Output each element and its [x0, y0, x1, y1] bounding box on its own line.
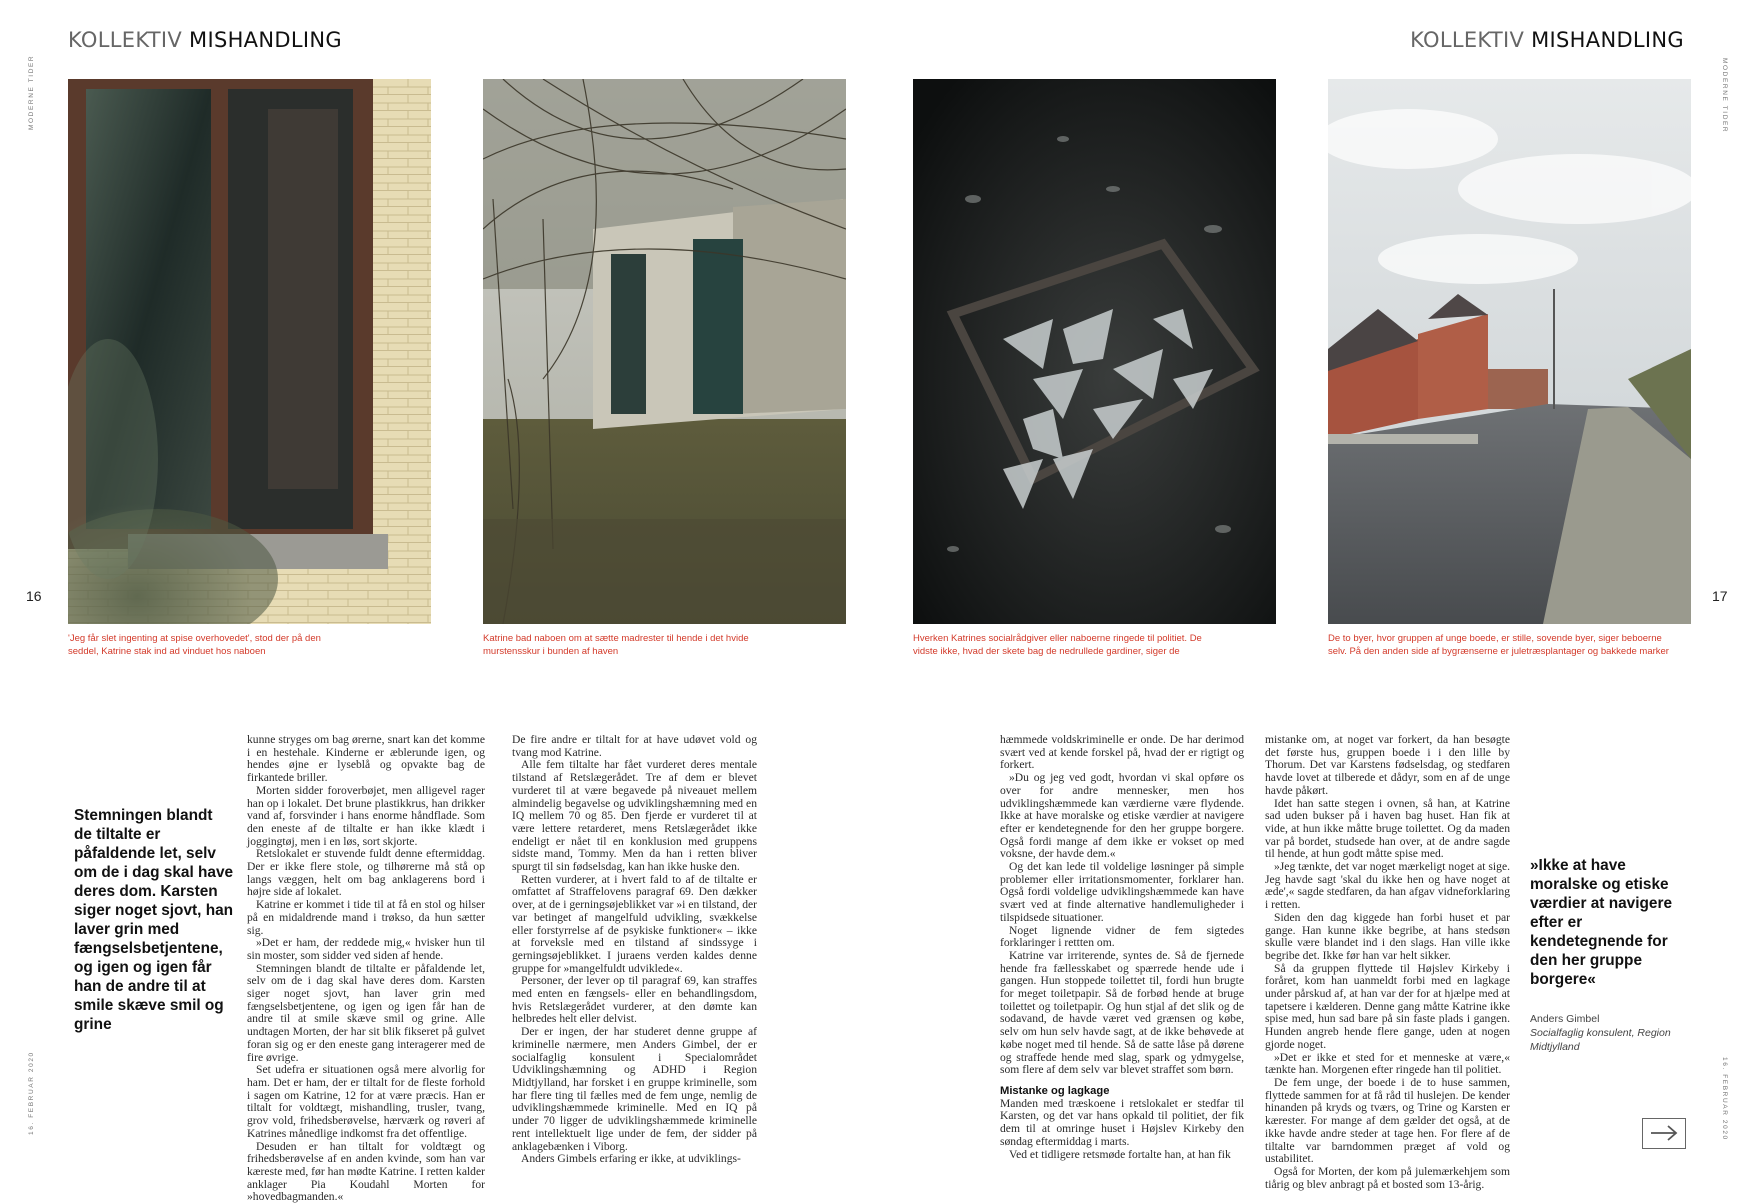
paragraph: »Jeg tænkte, det var noget mærkeligt noget at sige. Jeg havde sagt 'skal du ikke hen og have noget at æde',« sagde stedfaren, da han afgav vidneforklaring i retten.: [1265, 861, 1510, 912]
page-number-left: 16: [26, 588, 42, 604]
header-left: [68, 28, 342, 52]
issue-date-left: 16. FEBRUAR 2020: [28, 1051, 35, 1135]
photo-window: [68, 79, 431, 624]
photo-village-road-image: [1328, 79, 1691, 624]
article-column-4: [1265, 734, 1510, 1191]
paragraph: Idet han satte stegen i ovnen, så han, at Katrine sad uden bukser på i haven bag huset. Han fik at vide, at hun ikke måtte bruge toilettet. Og da maden var på bordet, studsede han over, at de andre sagde til hende, at hun godt måtte spise med.: [1265, 798, 1510, 862]
paragraph: Alle fem tiltalte har fået vurderet deres mentale tilstand af Retslægerådet. Tre af dem er blevet vurderet til at være begavede på niveauet mellem almindelig begavelse og udviklingshæmning med en IQ mellem 70 og 85. Den fjerde er vurderet til at være lettere retarderet, mens Retslægerådet ikke endeligt er nået til en konklusion med gruppens sidste mand, Tommy. Men da han i retten bliver spurgt til sin fødselsdag, kan han ikke huske den.: [512, 759, 757, 873]
arrow-right-icon: [1643, 1119, 1684, 1147]
paragraph: Ved et tidligere retsmøde fortalte han, at han fik: [1000, 1149, 1244, 1162]
header-right: [1410, 28, 1684, 52]
quote-byline: [1530, 1012, 1695, 1054]
pull-quote-right: »Ikke at have moralske og etiske værdier at navigere efter er kendetegnende for den her gruppe borgere«: [1530, 856, 1695, 989]
paragraph: Anders Gimbels erfaring er ikke, at udviklings-: [512, 1153, 757, 1166]
byline-role: Socialfaglig konsulent, Region Midtjylland: [1530, 1027, 1671, 1053]
paragraph: kunne stryges om bag ørerne, snart kan det komme i en hestehale. Kinderne er æblerunde igen, og hendes øjne er lyseblå og opvakte bag de firkantede briller.: [247, 734, 485, 785]
paragraph: Desuden er han tiltalt for voldtægt og frihedsberøvelse af en anden kvinde, som han var kæreste med, før han mødte Katrine. I retten kalder anklager Pia Koudahl Morten for »hovedbagmanden.«: [247, 1141, 485, 1204]
paragraph: Retten vurderer, at i hvert fald to af de tiltalte er omfattet af Straffelovens paragraf 69. Den dækker over, at de i gerningsøjeblikket var »i en tilstand, der var betinget af mangelfuld udvikling, svækkelse eller forstyrrelse af de psykiske funktioner« – ikke at forveksle med en tilstand af sindssyge i gerningsøjeblikket. I juraens verden kaldes denne gruppe for »mangelfuldt udviklede«.: [512, 874, 757, 976]
magazine-name-left: MODERNE TIDER: [28, 55, 35, 130]
photo-broken-mirror: [913, 79, 1276, 624]
paragraph: Der er ingen, der har studeret denne gruppe af kriminelle nærmere, men Anders Gimbel, der er socialfaglig konsulent i Specialområdet Udviklingshæmning og ADHD i Region Midtjylland, har forsket i en gruppe kriminelle, som har flere ting til fælles med de fem unge, nemlig de udviklingshæmmede kriminelle. Med en IQ på under 70 ligger de udviklingshæmmede kriminelle rent intellektuelt lige under de fem, der sidder på anklagebænken i Viborg.: [512, 1026, 757, 1153]
page-number-right: 17: [1712, 588, 1728, 604]
paragraph: Noget lignende vidner de fem sigtedes forklaringer i rettten om.: [1000, 925, 1244, 950]
subheading: Mistanke og lagkage: [1000, 1085, 1244, 1098]
article-column-1: [247, 734, 485, 1204]
next-page-button[interactable]: [1642, 1118, 1686, 1149]
paragraph: Retslokalet er stuvende fuldt denne eftermiddag. Der er ikke flere stole, og tilhørerne må stå op langs væggen, helt om bag anklagerens bord i højre side af lokalet.: [247, 848, 485, 899]
issue-date-right: 16. FEBRUAR 2020: [1721, 1057, 1728, 1141]
photo-window-image: [68, 79, 431, 624]
paragraph: Også for Morten, der kom på julemærkehjem som tiårig og blev anbragt på et bosted som 13-årig.: [1265, 1166, 1510, 1191]
paragraph: Morten sidder foroverbøjet, men alligevel rager han op i lokalet. Det brune plastikkrus, han drikker vand af, forsvinder i hans enorme håndflade. Som den eneste af de tiltalte er han ikke klædt i joggingtøj, men i en løs, sort skjorte.: [247, 785, 485, 849]
paragraph: Siden den dag kiggede han forbi huset et par gange. Han kunne ikke begribe, at hans stedsøn skulle være blandet ind i den slags. Han ville ikke begribe det. Ikke før han var helt sikker.: [1265, 912, 1510, 963]
byline-name: Anders Gimbel: [1530, 1012, 1695, 1026]
paragraph: Personer, der lever op til paragraf 69, kan straffes med enten en fængsels- eller en behandlingsdom, hvis Retslægerådet vurderer, at den dømte kan helbredes helt eller delvist.: [512, 975, 757, 1026]
photo-village-road: [1328, 79, 1691, 624]
paragraph: Katrine var irriterende, syntes de. Så de fjernede hende fra fællesskabet og spærrede hende ude i gangen. Hun stoppede toilettet til, fordi hun brugte for meget toiletpapir. Så de forbød hende at bruge toilettet og toiletpapir. Og hun stjal af det slik og de sodavand, de havde været ved grænsen og købe, selv om hun selv havde sagt, at de ikke behøvede at købe noget med til hende. Så de satte låse på dørene og straffede hende med slag, spark og ydmygelse, som flere af dem selv var blevet straffet som børn.: [1000, 950, 1244, 1077]
caption-photo-window: 'Jeg får slet ingenting at spise overhovedet', stod der på den seddel, Katrine stak ind ad vinduet hos naboen: [68, 632, 330, 658]
paragraph: Set udefra er situationen også mere alvorlig for ham. Det er ham, der er tiltalt for de fleste forhold i sagen om Katrine, 12 for at være præcis. Han er tiltalt for voldtægt, mishandling, trusler, tvang, grov vold, frihedsberøvelse, hærværk og røveri af Katrines månedlige indkomst fra det offentlige.: [247, 1064, 485, 1140]
paragraph: mistanke om, at noget var forkert, da han besøgte det første hus, gruppen boede i i den lille by Thorum. Det var Karstens fødselsdag, og stedfaren havde lovet at tilberede et dådyr, som en af de unge havde påkørt.: [1265, 734, 1510, 798]
header-left-prefix: KOLLEKTIV: [68, 28, 182, 52]
pull-quote-left: Stemningen blandt de tiltalte er påfaldende let, selv om de i dag skal have deres dom. Karsten siger noget sjovt, han laver grin med fængselsbetjentene, og igen og igen får han de andre til at smile skæve smil og grine: [74, 806, 234, 1034]
header-left-word: MISHANDLING: [189, 28, 342, 52]
caption-photo-shed: Katrine bad naboen om at sætte madrester til hende i det hvide murstensskur i bunden af haven: [483, 632, 753, 658]
paragraph: Katrine er kommet i tide til at få en stol og hilser på en midaldrende mand i trøkso, da hun sætter sig.: [247, 899, 485, 937]
header-right-word: MISHANDLING: [1531, 28, 1684, 52]
paragraph: De fire andre er tiltalt for at have udøvet vold og tvang mod Katrine.: [512, 734, 757, 759]
caption-photo-road: De to byer, hvor gruppen af unge boede, er stille, sovende byer, siger beboerne selv. På den anden side af bygrænserne er juletræsplantager og bakkede marker: [1328, 632, 1683, 658]
photo-broken-mirror-image: [913, 79, 1276, 624]
paragraph: Og det kan lede til voldelige løsninger på simple problemer eller irritationsmomenter, forklarer han. Også fordi voldelige udviklingshæmmede kan have svært ved at finde alternative handlemuligheder i tilspidsede situationer.: [1000, 861, 1244, 925]
magazine-name-right: MODERNE TIDER: [1721, 58, 1728, 133]
paragraph: Stemningen blandt de tiltalte er påfaldende let, selv om de i dag skal have deres dom. Karsten siger noget sjovt, han laver grin med fængselsbetjentene, og igen og igen får han de andre til at smile skæve smil og grine. Alle undtagen Morten, der har sit blik fikseret på gulvet foran sig og er den eneste gang interagerer med de fire øvrige.: [247, 963, 485, 1065]
paragraph: hæmmede voldskriminelle er onde. De har derimod svært ved at kende forskel på, hvad der er rigtigt og forkert.: [1000, 734, 1244, 772]
article-column-2: [512, 734, 757, 1166]
photo-shed: [483, 79, 846, 624]
paragraph: Manden med træskoene i retslokalet er stedfar til Karsten, og det var hans opkald til politiet, der fik dem til at omringe huset i Højslev Kirkeby den søndag eftermiddag i marts.: [1000, 1098, 1244, 1149]
paragraph: »Det er ham, der reddede mig,« hvisker hun til sin moster, som sidder ved siden af hende.: [247, 937, 485, 962]
header-right-prefix: KOLLEKTIV: [1410, 28, 1524, 52]
photo-shed-image: [483, 79, 846, 624]
paragraph: Så da gruppen flyttede til Højslev Kirkeby i foråret, kom han uanmeldt forbi med en lagkage under pårskud af, at han var der for at hjælpe med at tapetsere i kælderen. Denne gang måtte Katrine ikke spise med, hun sad bare på sin faste plads i gangen. Hunden angreb hende flere gange, uden at nogen gjorde noget.: [1265, 963, 1510, 1052]
paragraph: »Det er ikke et sted for et menneske at være,« tænkte han. Morgenen efter ringede han til politiet.: [1265, 1052, 1510, 1077]
paragraph: »Du og jeg ved godt, hvordan vi skal opføre os over for andre mennesker, men hos udviklingshæmmede kan værdierne være flydende. Ikke at have moralske og etiske værdier at navigere efter er kendetegnende for den her gruppe borgere. Også fordi mange af dem ikke er vokset op med voksne, der havde dem.«: [1000, 772, 1244, 861]
caption-photo-mirror: Hverken Katrines socialrådgiver eller naboerne ringede til politiet. De vidste ikke, hvad der skete bag de nedrullede gardiner, siger de: [913, 632, 1218, 658]
paragraph: De fem unge, der boede i de to huse sammen, flyttede sammen for at få råd til huslejen. De kender hinanden på kryds og tværs, og Trine og Karsten er kærester. For mange af dem gælder det også, at de ikke havde andre steder at tage hen. For flere af de tiltalte var barndommen præget af vold og ustabilitet.: [1265, 1077, 1510, 1166]
article-column-3: [1000, 734, 1244, 1161]
